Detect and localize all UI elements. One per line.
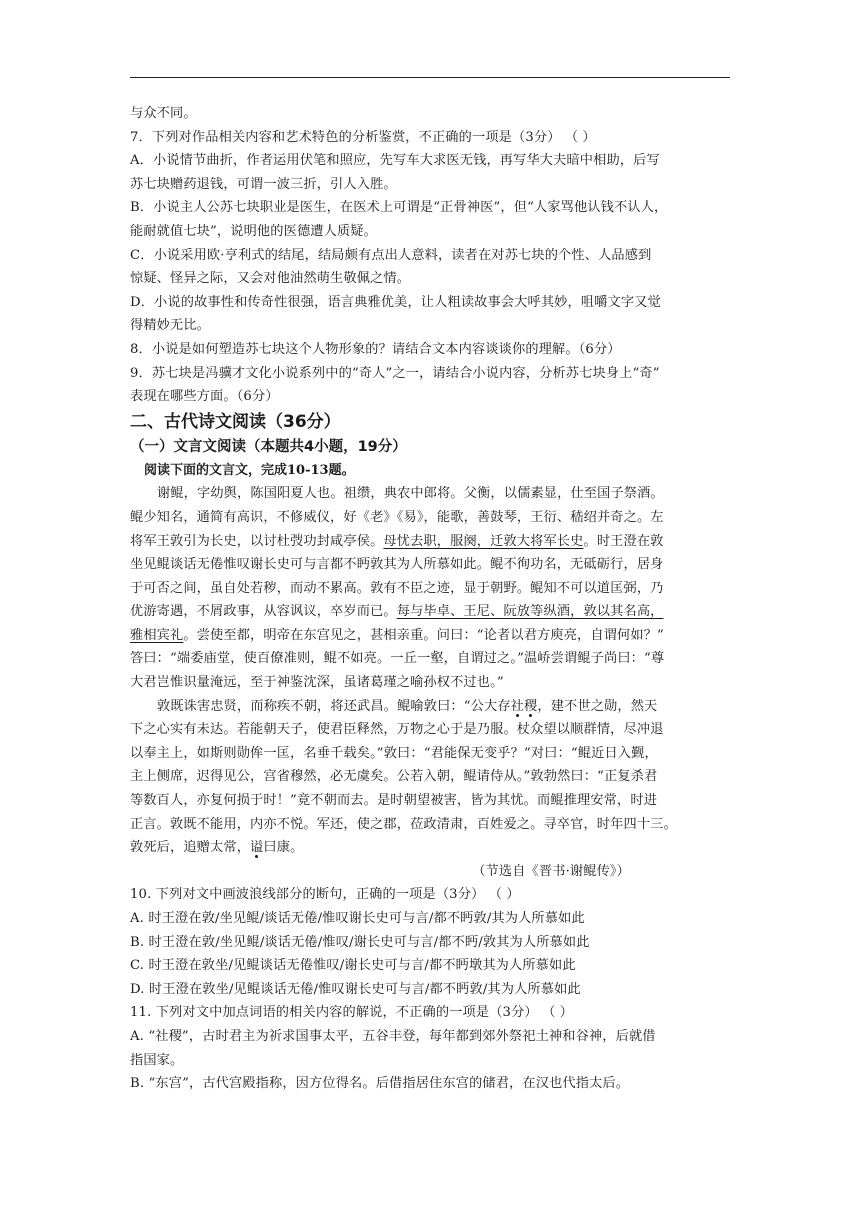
passage-text: 。尝使至都，明帝在东宫见之，甚相亲重。问曰：“论者以君方庾亮，自谓何如？” (183, 627, 664, 643)
dotted-char: 谥 (250, 840, 264, 856)
passage-text: 将军王敦引为长史，以讨杜弢功封咸亭侯。 (130, 533, 384, 549)
passage-line: 于可否之间，虽自处若秽，而动不累高。敦有不臣之迹，显于朝野。鲲知不可以道匡弼，乃 (130, 580, 664, 596)
passage-line: 答曰：“端委庙堂，使百僚准则，鲲不如亮。一丘一壑，自谓过之。”温峤尝谓鲲子尚曰：“尊 (130, 651, 665, 667)
passage-text: 曰康。 (263, 840, 304, 856)
text-line: 与众不同。 (130, 106, 197, 121)
option-7b: B．小说主人公苏七块职业是医生，在医术上可谓是“正骨神医”，但“人家骂他认钱不认人， (130, 200, 668, 216)
option-7a: A．小说情节曲折，作者运用伏笔和照应，先写车大求医无钱，再写华大夫暗中相助，后写 (130, 153, 660, 169)
wavy-underlined-sentence: 坐见鲲谈话无倦惟叹谢长史可与言都不眄敦其为人所慕如此。鲲不徇功名，无砥砺行，居身 (130, 557, 664, 573)
option-7b-cont: 能耐就值七块”，说明他的医德遭人质疑。 (130, 223, 377, 239)
underlined-sentence: 母忧去职，服阕，迁敦大将军长史 (383, 533, 584, 549)
passage-line: 鲲少知名，通简有高识，不修威仪，好《老》《易》，能歌，善鼓琴，王衍、嵇绍并奇之。左 (130, 509, 664, 525)
passage-line: 大君岂惟识量淹远，至于神鉴沈深，虽诸葛瑾之喻孙权不过也。” (130, 675, 504, 691)
header-rule (130, 77, 730, 78)
question-11: 11. 下列对文中加点词语的相关内容的解说，不正确的一项是（3分） （ ） (130, 1005, 574, 1021)
passage-line (130, 624, 730, 648)
option-7a-cont: 苏七块赠药退钱，可谓一波三折，引人入胜。 (130, 176, 397, 192)
option-7d: D．小说的故事性和传奇性很强，语言典雅优美，让人粗读故事会大呼其妙，咀嚼文字又觉 (130, 294, 661, 310)
passage-text: 敦既诛害忠贤，而称疾不朝，将还武昌。鲲喻敦曰：“公大存 (157, 698, 511, 714)
dotted-char: 社 (510, 698, 525, 714)
option-10b: B. 时王澄在敦/坐见鲲/谈话无倦/惟叹/谢长史可与言/都不眄/敦其为人所慕如此 (130, 934, 590, 950)
option-10c: C. 时王澄在敦坐/见鲲谈话无倦惟叹/谢长史可与言/都不眄墩其为人所慕如此 (130, 958, 576, 974)
passage-text: 优游寄遇，不屑政事，从容讽议，卒岁而已。 (130, 604, 397, 620)
question-7: 7．下列对作品相关内容和艺术特色的分析鉴赏，不正确的一项是（3分） （ ） (130, 129, 596, 145)
document-body (130, 102, 730, 1096)
passage-line (130, 836, 730, 860)
underlined-sentence: 每与毕卓、王尼、阮放等纵酒，敦以其名高， (396, 604, 664, 620)
passage-line: 谢鲲，字幼舆，陈国阳夏人也。祖缵，典农中郎将。父衡，以儒素显，仕至国子祭酒。 (157, 486, 664, 502)
underlined-sentence: 雅相宾礼 (130, 627, 184, 643)
dotted-char: 稷 (524, 698, 538, 714)
passage-text: 。时王澄在敦 (583, 533, 664, 549)
passage-line (130, 530, 730, 554)
option-10a: A. 时王澄在敦/坐见鲲/谈话无倦/惟叹谢长史可与言/都不眄敦/其为人所慕如此 (130, 911, 585, 926)
passage-line (130, 695, 730, 719)
passage-line (130, 600, 730, 624)
option-11b: B. “东宫”，古代宫殿指称，因方位得名。后借指居住东宫的储君，在汉也代指太后。 (130, 1076, 630, 1092)
option-7c: C．小说采用欧·亨利式的结尾，结局颇有点出人意料，读者在对苏七块的个性、人品感到 (130, 247, 652, 263)
passage-line: 等数百人，亦复何损于时！”竟不朝而去。是时朝望被害，皆为其忧。而鲲推理安常，时进 (130, 793, 658, 809)
passage-text: 敦死后，追赠太常， (130, 840, 251, 856)
option-10d: D. 时王澄在敦坐/见鲲谈话无倦/惟叹谢长史可与言/都不眄敦/其为人所慕如此 (130, 981, 581, 997)
reading-instruction: 阅读下面的文言文，完成10-13题。 (144, 462, 355, 478)
option-11a: A. “社稷”，古时君主为祈求国事太平，五谷丰登，每年都到郊外祭祀土神和谷神，后就借 (130, 1028, 656, 1044)
option-7c-cont: 惊疑、怪异之际，又会对他油然萌生敬佩之情。 (130, 271, 411, 287)
question-9-cont: 表现在哪些方面。（6分） (130, 389, 279, 405)
question-8: 8．小说是如何塑造苏七块这个人物形象的？请结合文本内容谈谈你的理解。（6分） (130, 341, 621, 357)
option-11a-cont: 指国家。 (130, 1052, 184, 1068)
passage-source: （节选自《晋书·谢鲲传》） (472, 863, 630, 879)
passage-line: 以奉主上，如斯则勋侔一匡，名垂千载矣。”敦曰：“君能保无变乎？”对曰：“鲲近日入觐， (130, 745, 658, 761)
passage-line: 正言。敦既不能用，内亦不悦。军还，使之郡，莅政清肃，百姓爱之。寻卒官，时年四十三。 (130, 816, 677, 832)
section-heading: 二、古代诗文阅读（36分） (130, 411, 341, 432)
subsection-heading: （一）文言文阅读（本题共4小题，19分） (130, 438, 407, 455)
passage-line: 主上侧席，迟得见公，宫省穆然，必无虞矣。公若入朝，鲲请侍从。”敦勃然曰：“正复杀君 (130, 769, 658, 785)
question-10: 10. 下列对文中画波浪线部分的断句，正确的一项是（3分） （ ） (130, 887, 520, 903)
option-7d-cont: 得精妙无比。 (130, 318, 211, 334)
passage-text: ，建不世之勋，然天 (537, 698, 658, 714)
question-9: 9．苏七块是冯骥才文化小说系列中的“奇人”之一，请结合小说内容，分析苏七块身上“奇” (130, 365, 660, 381)
passage-line: 下之心实有未达。若能朝天子，使君臣释然，万物之心于是乃服。杖众望以顺群情，尽冲退 (130, 722, 664, 738)
